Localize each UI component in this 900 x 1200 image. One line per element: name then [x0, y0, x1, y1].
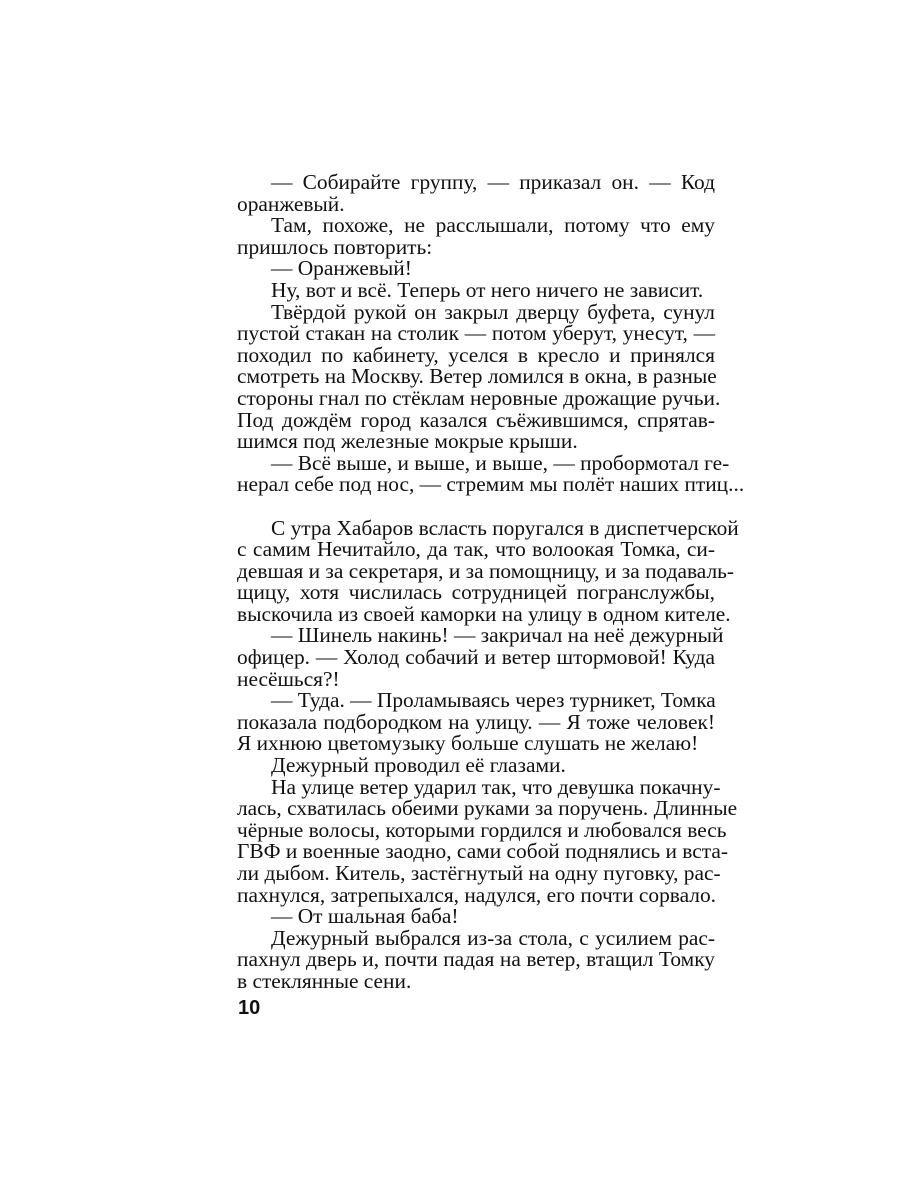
page-text: [237, 170, 745, 993]
text-line: С утра Хабаров всласть поругался в диспетчерской: [271, 515, 739, 540]
text-line: Там, похоже, не расслышали, потому что ему: [271, 213, 715, 238]
text-line: несёшься?!: [237, 666, 340, 691]
text-line: пахнулся, затрепыхался, надулся, его почти сорвало.: [237, 882, 717, 907]
page-number: 10: [238, 997, 261, 1019]
text-line: На улице ветер ударил так, что девушка покачну-: [271, 774, 721, 799]
text-line: — Собирайте группу, — приказал он. — Код: [271, 170, 715, 194]
text-line: нерал себе под нос, — стремим мы полёт наших птиц...: [237, 472, 745, 497]
text-line: ли дыбом. Китель, застёгнутый на одну пуговку, рас-: [237, 861, 721, 885]
text-line: щицу, хотя числилась сотрудницей погранслужбы,: [237, 580, 715, 605]
text-line: в стеклянные сени.: [237, 968, 412, 993]
text-line: пахнул дверь и, почти падая на ветер, втащил Томку: [237, 947, 715, 972]
text-line: пустой стакан на столик — потом уберут, унесут, —: [237, 321, 715, 346]
text-line: оранжевый.: [237, 191, 345, 216]
text-line: пришлось повторить:: [237, 234, 433, 259]
text-line: чёрные волосы, которыми гордился и любовался весь: [237, 817, 727, 842]
text-line: Дежурный проводил её глазами.: [271, 753, 566, 778]
text-line: — Оранжевый!: [271, 256, 412, 281]
text-line: смотреть на Москву. Ветер ломился в окна, в разные: [237, 364, 717, 389]
text-line: шимся под железные мокрые крыши.: [237, 429, 578, 454]
text-line: Твёрдой рукой он закрыл дверцу буфета, сунул: [271, 299, 715, 324]
text-line: лась, схватилась обеими руками за поручень. Длинные: [237, 796, 738, 821]
text-line: Я ихнюю цветомузыку больше слушать не желаю!: [237, 731, 699, 756]
text-line: показала подбородком на улицу. — Я тоже человек!: [237, 709, 715, 734]
text-line: офицер. — Холод собачий и ветер штормовой! Куда: [237, 645, 715, 670]
text-line: стороны гнал по стёклам неровные дрожащие ручьи.: [237, 385, 721, 410]
text-line: ГВФ и военные заодно, сами собой поднялись и вста-: [237, 839, 728, 864]
text-line: Дежурный выбрался из-за стола, с усилием рас-: [271, 925, 715, 950]
text-line: — От шальная баба!: [271, 904, 459, 929]
text-line: Ну, вот и всё. Теперь от него ничего не зависит.: [271, 277, 704, 302]
text-line: Под дождём город казался съёжившимся, спрятав-: [237, 407, 715, 432]
section-break: [237, 496, 715, 518]
text-line: — Шинель накинь! — закричал на неё дежурный: [271, 623, 724, 648]
text-line: походил по кабинету, уселся в кресло и принялся: [237, 342, 715, 367]
text-line: с самим Нечитайло, да так, что волоокая Томка, си-: [237, 537, 715, 562]
text-line: девшая и за секретаря, и за помощницу, и за подаваль-: [237, 558, 735, 583]
text-line: — Всё выше, и выше, и выше, — пробормотал ге-: [271, 450, 730, 475]
text-line: выскочила из своей каморки на улицу в одном кителе.: [237, 601, 731, 626]
text-line: — Туда. — Проламываясь через турникет, Томка: [271, 688, 716, 713]
